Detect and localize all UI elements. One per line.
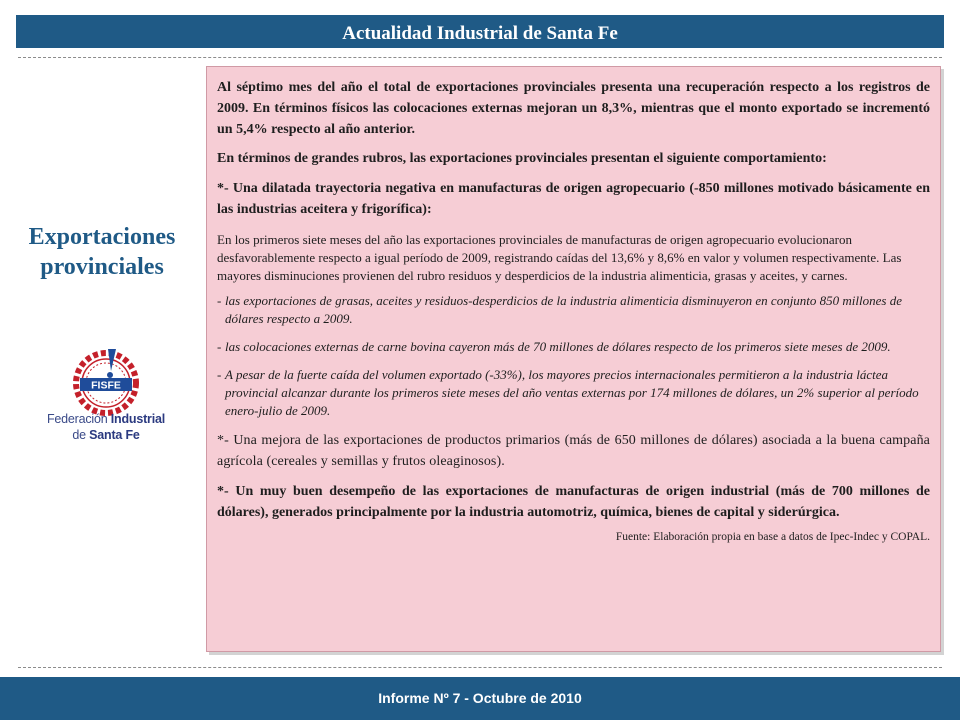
logo-caption-word4: Santa Fe [89, 428, 140, 442]
logo-caption-word3: de [72, 428, 90, 442]
bullet-dash: - [217, 367, 222, 382]
bullet-carne [217, 338, 930, 356]
footer-bar [0, 677, 960, 720]
bullet-grasas [217, 292, 930, 328]
logo-acronym: FISFE [91, 379, 121, 392]
moa-detail: En los primeros siete meses del año las exportaciones provinciales de manufacturas de origen agropecuario evolucionaron desfavorablemente respecto a igual período de 2009, registrando caídas del 13,6% y 8,6% en valor y volumen respectivamente. Las mayores disminuciones provienen del rubro residuos y desperdicios de la industria alimenticia, grasas y aceites, y carnes. [217, 232, 902, 283]
logo-caption-line1 [36, 412, 176, 426]
content-box [206, 66, 941, 652]
bullet-dash: - [217, 293, 222, 308]
footer-text: Informe Nº 7 - Octubre de 2010 [378, 690, 582, 706]
bullet-text: las exportaciones de grasas, aceites y residuos-desperdicios de la industria alimenticia disminuyeron en conjunto 850 millones de dólares respecto a 2009. [225, 293, 902, 326]
logo-caption-word2: Industrial [110, 412, 166, 426]
bullet-lactea [217, 366, 930, 420]
intro-paragraph: Al séptimo mes del año el total de exportaciones provinciales presenta una recuperación respecto a los registros de 2009. En términos físicos las colocaciones externas mejoran un 8,3%, mientras que el monto exportado se incrementó un 5,4% respecto al año anterior. [217, 80, 930, 137]
section-title-line2: provinciales [40, 254, 164, 280]
bullet-text: A pesar de la fuerte caída del volumen exportado (-33%), los mayores precios internacionales permitieron a la industria láctea provincial alcanzar durante los primeros siete meses del año ventas externas por 174 millones de dólares, un 2% superior al período enero-julio de 2009. [225, 367, 919, 418]
source-note: Fuente: Elaboración propia en base a datos de Ipec-Indec y COPAL. [615, 531, 930, 543]
point-moi: *- Un muy buen desempeño de las exportaciones de manufacturas de origen industrial (más de 700 millones de dólares), generados principalmente por la industria automotriz, química, bienes de capital y siderúrgica. [217, 484, 930, 520]
content-body [217, 77, 930, 543]
rubros-paragraph: En términos de grandes rubros, las exportaciones provinciales presentan el siguiente comportamiento: [217, 151, 827, 166]
top-divider [18, 57, 942, 58]
point-moa: *- Una dilatada trayectoria negativa en manufacturas de origen agropecuario (-850 millones motivado básicamente en las industrias aceitera y frigorífica): [217, 181, 930, 217]
bullet-dash: - [217, 339, 222, 354]
bottom-divider [18, 667, 942, 668]
section-title-line1: Exportaciones [28, 224, 176, 250]
section-title [4, 222, 200, 282]
logo-caption-word1: Federación [46, 412, 111, 426]
point-primarios: *- Una mejora de las exportaciones de productos primarios (más de 650 millones de dólares) asociada a la buena campaña agrícola (cereales y semillas y frutos oleaginosos). [217, 433, 930, 469]
logo-caption-line2 [36, 428, 176, 442]
header-bar [16, 15, 944, 48]
header-title: Actualidad Industrial de Santa Fe [342, 23, 618, 44]
bullet-text: las colocaciones externas de carne bovina cayeron más de 70 millones de dólares respecto de los primeros siete meses de 2009. [225, 339, 891, 354]
